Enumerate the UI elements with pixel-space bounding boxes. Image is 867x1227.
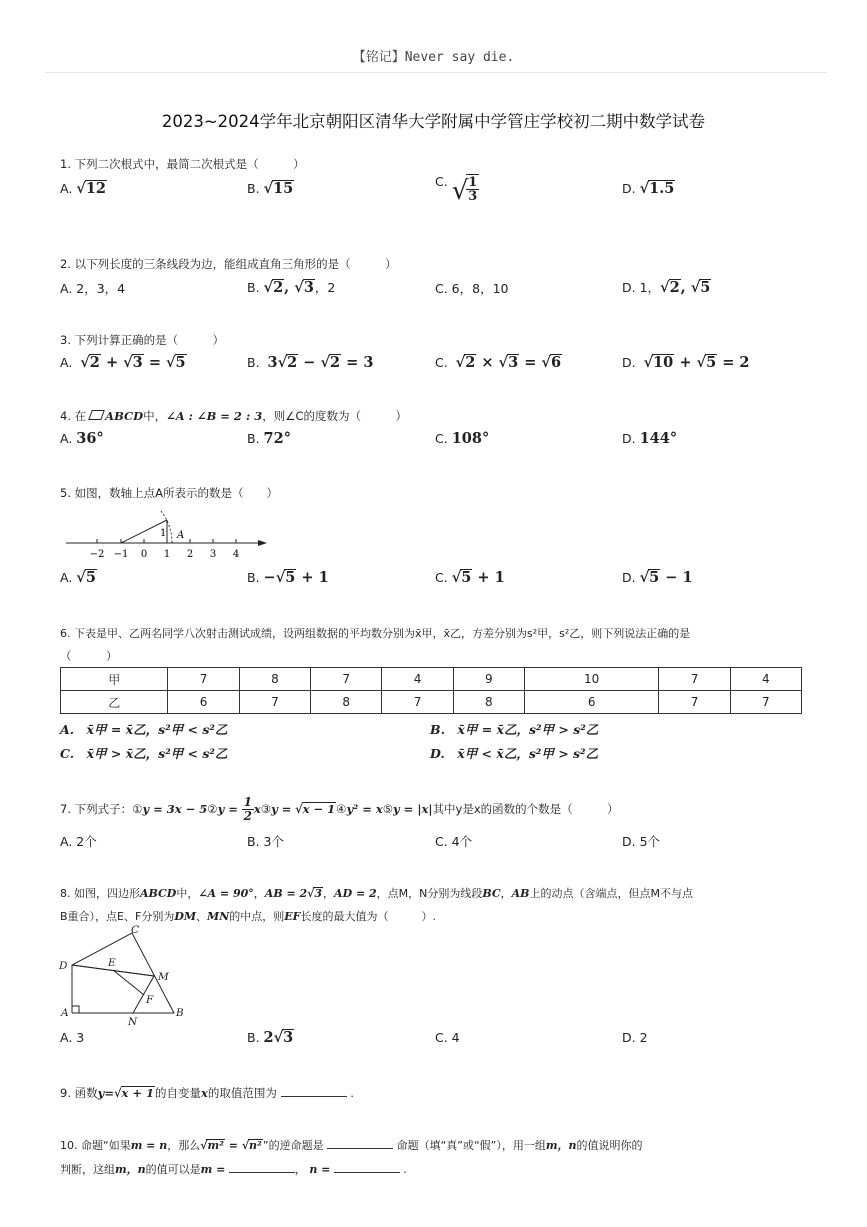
q7-option-d[interactable]: D. 5个	[622, 834, 661, 849]
q8-option-c[interactable]: C. 4	[435, 1030, 460, 1045]
svg-text:F: F	[146, 994, 154, 1006]
label-one: 1	[160, 528, 167, 539]
q7-option-c[interactable]: C. 4个	[435, 834, 473, 849]
q7-stem: 7. 下列式子：①y = 3x − 5②y = $\frac{1}{2}$ x③y = √x − 1④y² = x⑤y = |x|其中y是x的函数的个数是（ ）	[60, 795, 619, 823]
answer-blank[interactable]	[327, 1136, 393, 1149]
svg-text:D: D	[59, 960, 68, 972]
svg-text:B: B	[176, 1007, 184, 1019]
q1-option-b[interactable]: B. √15	[247, 180, 294, 197]
svg-text:1: 1	[163, 549, 171, 560]
q8-option-d[interactable]: D. 2	[622, 1030, 648, 1045]
q9-stem: 9. 函数y=√x + 1的自变量x的取值范围为 .	[60, 1086, 354, 1100]
q3-option-d[interactable]: D. √10 + √5 = 2	[622, 354, 750, 371]
q8-stem-line2: B重合），点E、F分别为DM、MN的中点，则EF长度的最大值为（ ）.	[60, 910, 436, 923]
exam-title: 2023~2024学年北京朝阳区清华大学附属中学管庄学校初二期中数学试卷	[161, 112, 706, 131]
q7-option-a[interactable]: A. 2个	[60, 834, 97, 849]
q8-stem-line1: 8. 如图，四边形ABCD中，∠A = 90°，AB = 2√3，AD = 2，点M，N分别为线段BC，AB上的动点（含端点，但点M不与点	[60, 887, 693, 900]
svg-text:3: 3	[209, 549, 217, 560]
page-header-motto: 【铭记】Never say die.	[352, 50, 515, 65]
q4-option-c[interactable]: C. 108°	[435, 430, 490, 447]
q2-stem: 2. 以下列长度的三条线段为边，能组成直角三角形的是（ ）	[60, 257, 397, 271]
q3-stem: 3. 下列计算正确的是（ ）	[60, 333, 225, 347]
header-divider	[45, 72, 827, 73]
tick-labels	[90, 549, 240, 560]
q8-option-a[interactable]: A. 3	[60, 1030, 85, 1045]
q1-stem: 1. 下列二次根式中，最简二次根式是（ ）	[60, 157, 305, 171]
q6-stem-paren: （ ）	[60, 649, 118, 663]
svg-text:0: 0	[140, 549, 148, 560]
q5-option-a[interactable]: A. √5	[60, 569, 96, 586]
q4-option-d[interactable]: D. 144°	[622, 430, 678, 447]
table-row: 甲 7 8 7 4 9 10 7 4	[61, 668, 802, 691]
svg-text:−2: −2	[89, 549, 105, 560]
answer-blank[interactable]	[281, 1084, 347, 1097]
q6-stem: 6. 下表是甲、乙两名同学八次射击测试成绩，设两组数据的平均数分别为x̄甲，x̄乙，方差分别为s²甲，s²乙，则下列说法正确的是	[60, 627, 691, 640]
q2-option-a[interactable]: A. 2，3，4	[60, 281, 126, 296]
svg-text:M: M	[158, 971, 169, 983]
q5-option-c[interactable]: C. √5 + 1	[435, 569, 505, 586]
q2-option-c[interactable]: C. 6，8，10	[435, 281, 509, 296]
svg-text:2: 2	[186, 549, 194, 560]
q10-stem-line1: 10. 命题“如果m = n，那么√m² = √n²”的逆命题是 命题（填“真”或“假”），用一组m，n的值说明你的	[60, 1136, 643, 1153]
q4-stem: 4. 在 ABCD中，∠A : ∠B = 2 : 3，则∠C的度数为（ ）	[60, 409, 408, 423]
q10-stem-line2: 判断，这组m，n的值可以是m = ， n = .	[60, 1160, 407, 1177]
table-row: 乙 6 7 8 7 8 6 7 7	[61, 691, 802, 714]
svg-text:A: A	[61, 1007, 69, 1019]
q4-option-a[interactable]: A. 36°	[60, 430, 104, 447]
q1-option-c[interactable]: C. √ $\frac{1}{3}$	[435, 174, 478, 206]
right-angle-marker	[72, 1006, 79, 1013]
q3-option-b[interactable]: B. 3√2 − √2 = 3	[247, 354, 374, 371]
quadrilateral-figure	[58, 924, 193, 1028]
axis-arrow	[258, 540, 267, 546]
q3-option-a[interactable]: A. √2 + √3 = √5	[60, 354, 186, 371]
q6-option-a[interactable]: A. x̄甲 = x̄乙，s²甲 < s²乙	[60, 722, 228, 737]
number-line-figure	[60, 505, 275, 563]
score-table	[60, 667, 802, 714]
q8-option-b[interactable]: B. 2√3	[247, 1029, 294, 1046]
sqrt-expr: √12	[76, 180, 107, 197]
parallelogram-icon	[88, 410, 105, 420]
q5-option-b[interactable]: B. −√5 + 1	[247, 569, 329, 586]
q1-option-a[interactable]: A. √12	[60, 180, 107, 197]
answer-blank[interactable]	[229, 1160, 295, 1173]
q2-option-b[interactable]: B. √2, √3，2	[247, 279, 336, 296]
q6-option-d[interactable]: D. x̄甲 < x̄乙，s²甲 > s²乙	[430, 746, 599, 761]
svg-text:E: E	[108, 957, 116, 969]
q4-option-b[interactable]: B. 72°	[247, 430, 291, 447]
q2-option-d[interactable]: D. 1，√2, √5	[622, 279, 711, 296]
q6-option-c[interactable]: C. x̄甲 > x̄乙，s²甲 < s²乙	[60, 746, 228, 761]
q6-option-b[interactable]: B. x̄甲 = x̄乙，s²甲 > s²乙	[430, 722, 599, 737]
q5-option-d[interactable]: D. √5 − 1	[622, 569, 693, 586]
svg-text:4: 4	[232, 549, 240, 560]
svg-text:N: N	[128, 1016, 138, 1028]
q3-option-c[interactable]: C. √2 × √3 = √6	[435, 354, 562, 371]
answer-blank[interactable]	[334, 1160, 400, 1173]
q5-stem: 5. 如图，数轴上点A所表示的数是（ ）	[60, 486, 278, 500]
q7-option-b[interactable]: B. 3个	[247, 834, 284, 849]
svg-text:C: C	[131, 924, 140, 936]
point-a-label: A	[177, 530, 185, 541]
svg-text:−1: −1	[113, 549, 129, 560]
fraction: $\frac{1}{3}$	[468, 175, 478, 204]
q1-option-d[interactable]: D. √1.5	[622, 180, 675, 197]
